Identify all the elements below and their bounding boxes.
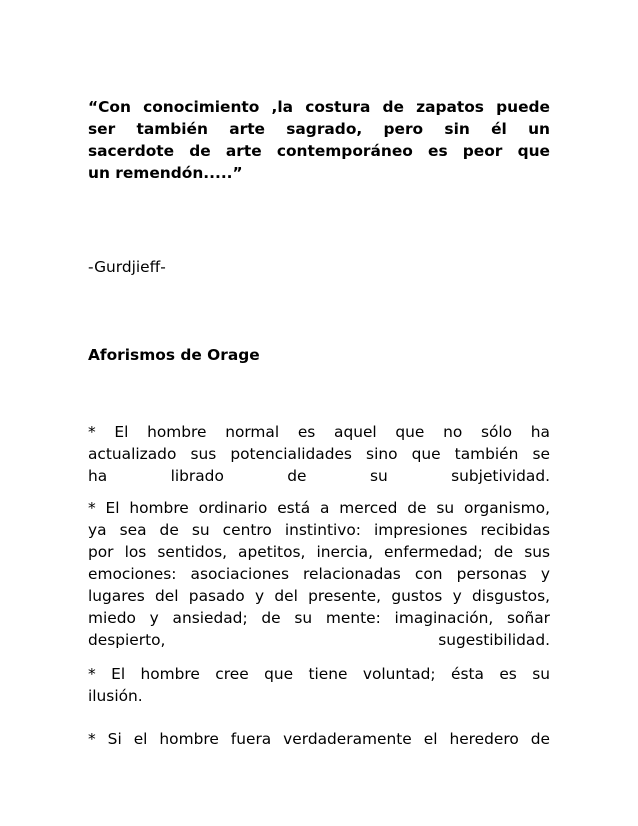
- epigraph-quote: [88, 96, 550, 184]
- aphorism: [88, 421, 550, 487]
- aphorism: [88, 497, 550, 651]
- aphorism-line: emociones: asociaciones relacionadas con personas y: [88, 565, 550, 583]
- aphorism: [88, 728, 550, 750]
- quote-line: sacerdote de arte contemporáneo es peor que: [88, 142, 550, 160]
- epigraph-author: -Gurdjieff-: [88, 258, 166, 276]
- aphorism-line: lugares del pasado y del presente, gustos y disgustos,: [88, 587, 550, 605]
- aphorism: [88, 663, 550, 707]
- aphorism-line: * El hombre ordinario está a merced de su organismo,: [88, 499, 550, 517]
- aphorism-line: * El hombre cree que tiene voluntad; ésta es su: [88, 665, 550, 683]
- section-heading: Aforismos de Orage: [88, 346, 260, 364]
- aphorism-line: actualizado sus potencialidades sino que también se: [88, 445, 550, 463]
- quote-line: ser también arte sagrado, pero sin él un: [88, 120, 550, 138]
- aphorism-line: ilusión.: [88, 687, 143, 705]
- aphorism-line: * Si el hombre fuera verdaderamente el heredero de: [88, 730, 550, 748]
- aphorism-line: * El hombre normal es aquel que no sólo ha: [88, 423, 550, 441]
- aphorism-line: ya sea de su centro instintivo: impresiones recibidas: [88, 521, 550, 539]
- aphorism-line: por los sentidos, apetitos, inercia, enfermedad; de sus: [88, 543, 550, 561]
- quote-line: “Con conocimiento ,la costura de zapatos puede: [88, 98, 550, 116]
- aphorism-line: ha librado de su subjetividad.: [88, 467, 550, 485]
- quote-line: un remendón.....”: [88, 164, 243, 182]
- aphorism-line: miedo y ansiedad; de su mente: imaginación, soñar: [88, 609, 550, 627]
- aphorism-line: despierto, sugestibilidad.: [88, 631, 550, 649]
